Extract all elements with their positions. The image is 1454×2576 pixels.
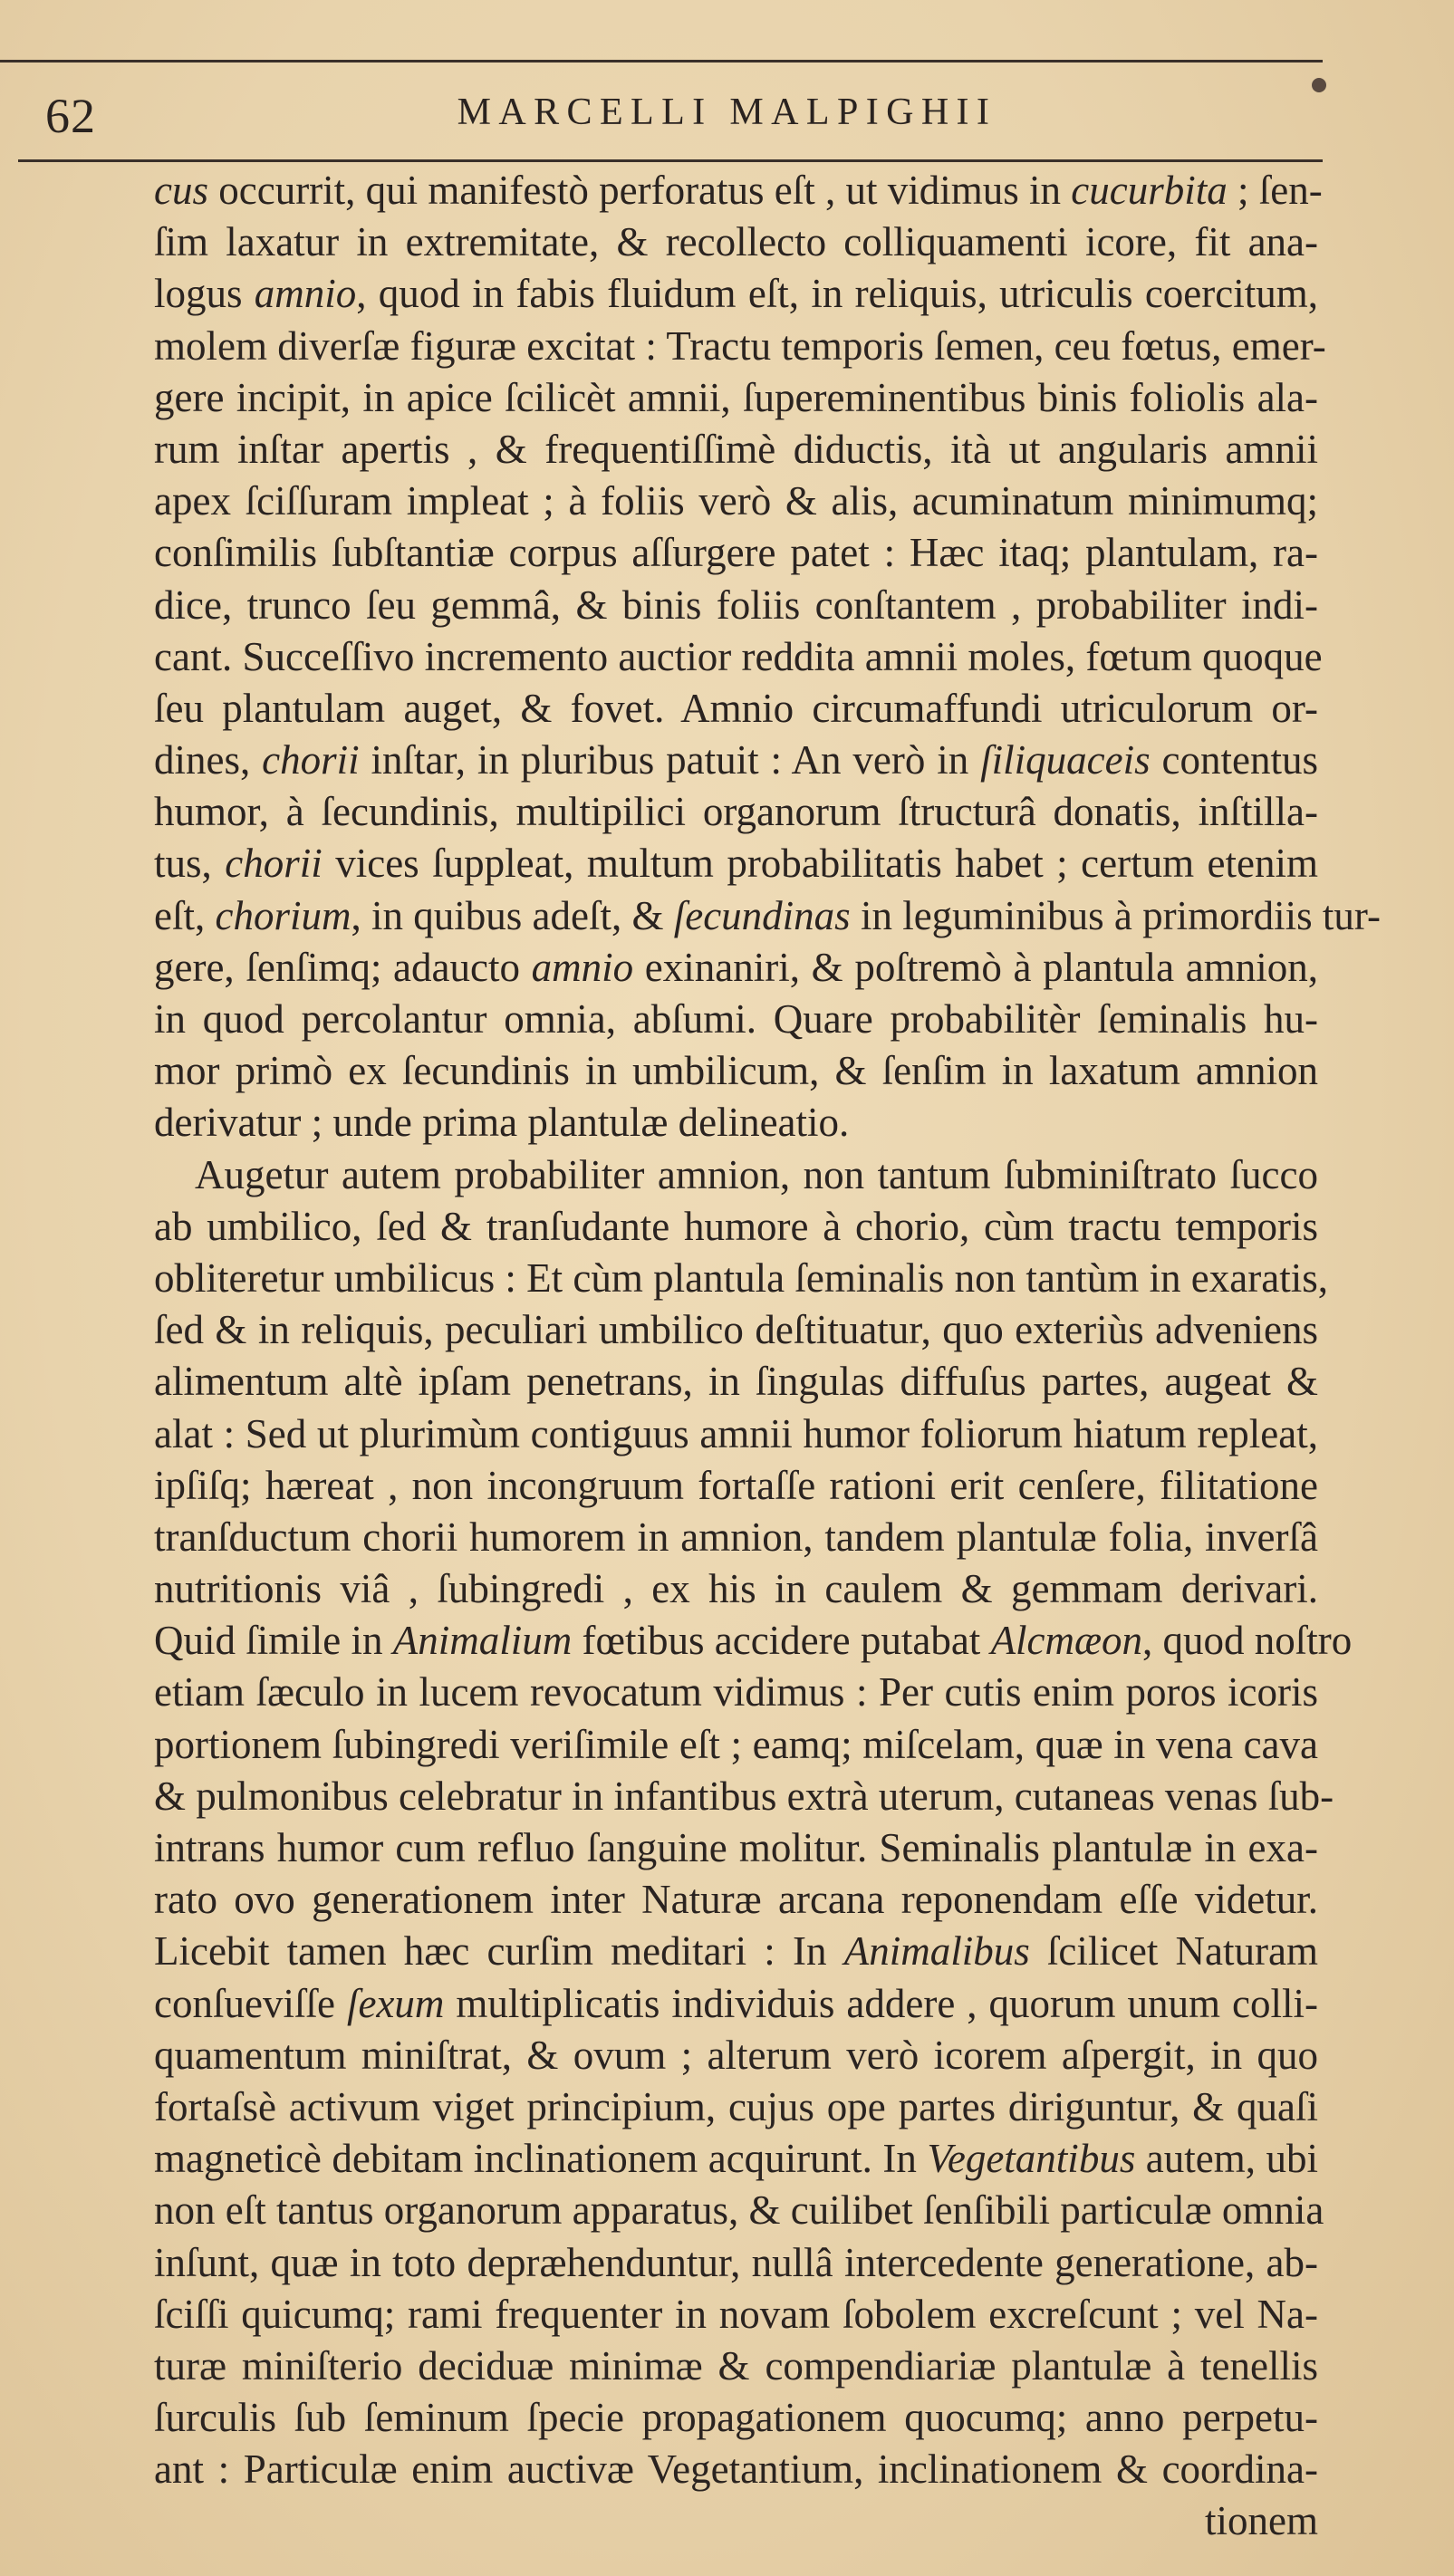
text-line: intrans humor cum refluo ſanguine molitur. Seminalis plantulæ in exa- — [154, 1825, 1318, 1870]
text-line: obliteretur umbilicus : Et cùm plantula ſeminalis non tantùm in exaratis, — [154, 1254, 1328, 1301]
text-line: non eſt tantus organorum apparatus, & cuilibet ſenſibili particulæ omnia — [154, 2187, 1324, 2234]
text-line: ſurculis ſub ſeminum ſpecie propagationem quocumq; anno perpetu- — [154, 2395, 1318, 2441]
text-line: molem diverſæ figuræ excitat : Tractu temporis ſemen, ceu fœtus, emer- — [154, 322, 1326, 369]
text-line: quamentum miniſtrat, & ovum ; alterum verò icorem aſpergit, in quo — [154, 2032, 1318, 2078]
text-line: tranſductum chorii humorem in amnion, tandem plantulæ folia, inverſâ — [154, 1514, 1318, 1560]
text-line: Augetur autem probabiliter amnion, non tantum ſubminiſtrato ſucco — [195, 1151, 1318, 1197]
text-line: & pulmonibus celebratur in infantibus extrà uterum, cutaneas venas ſub- — [154, 1773, 1334, 1819]
top-rule — [0, 60, 1323, 62]
text-line: cant. Succeſſivo incremento auctior reddita amnii moles, fœtum quoque — [154, 633, 1323, 679]
text-line: humor, à ſecundinis, multipilici organorum ſtructurâ donatis, inſtilla- — [154, 789, 1318, 835]
text-line: gere, ſenſimq; adaucto amnio exinaniri, & poſtremò à plantula amnion, — [154, 944, 1318, 990]
text-line: ipſiſq; hæreat , non incongruum fortaſſe rationi erit cenſere, filitatione — [154, 1462, 1318, 1508]
text-line: rato ovo generationem inter Naturæ arcana reponendam eſſe videtur. — [154, 1877, 1318, 1923]
header-rule — [18, 159, 1323, 162]
running-title: MARCELLI MALPIGHII — [457, 91, 997, 133]
text-line: etiam ſæculo in lucem revocatum vidimus : Per cutis enim poros icoris — [154, 1669, 1318, 1716]
text-line: conſimilis ſubſtantiæ corpus aſſurgere patet : Hæc itaq; plantulam, ra- — [154, 530, 1318, 576]
text-line: gere incipit, in apice ſcilicèt amnii, ſupereminentibus binis foliolis ala- — [154, 374, 1318, 420]
text-line: turæ miniſterio deciduæ minimæ & compendiariæ plantulæ à tenellis — [154, 2342, 1318, 2389]
text-line: ant : Particulæ enim auctivæ Vegetantium, inclinationem & coordina- — [154, 2446, 1318, 2493]
text-line: ſciſſi quicumq; rami frequenter in novam ſobolem excreſcunt ; vel Na- — [154, 2291, 1318, 2337]
text-line: Licebit tamen hæc curſim meditari : In Animalibus ſcilicet Naturam — [154, 1928, 1318, 1975]
text-line: mor primò ex ſecundinis in umbilicum, & ſenſim in laxatum amnion — [154, 1048, 1318, 1094]
text-line: ſed & in reliquis, peculiari umbilico deſtituatur, quo exteriùs adveniens — [154, 1307, 1318, 1353]
text-line: inſunt, quæ in toto depræhenduntur, nullâ intercedente generatione, ab- — [154, 2239, 1318, 2285]
text-line: fortaſsè activum viget principium, cujus ope partes diriguntur, & quaſi — [154, 2083, 1318, 2129]
text-line: derivatur ; unde prima plantulæ delineatio. — [154, 1100, 850, 1146]
text-line: conſueviſſe ſexum multiplicatis individuis addere , quorum unum colli- — [154, 1980, 1318, 2026]
text-line: Quid ſimile in Animalium fœtibus accidere putabat Alcmæon, quod noſtro — [154, 1618, 1353, 1664]
text-line: apex ſciſſuram impleat ; à foliis verò & alis, acuminatum minimumq; — [154, 478, 1318, 524]
text-line: alat : Sed ut plurimùm contiguus amnii humor foliorum hiatum repleat, — [154, 1410, 1318, 1456]
text-line: portionem ſubingredi veriſimile eſt ; eamq; miſcelam, quæ in vena cava — [154, 1721, 1318, 1767]
text-line: magneticè debitam inclinationem acquirunt. In Vegetantibus autem, ubi — [154, 2136, 1318, 2182]
catchword: tionem — [1205, 2498, 1318, 2544]
text-line: alimentum altè ipſam penetrans, in ſingulas diffuſus partes, augeat & — [154, 1359, 1318, 1405]
text-line: logus amnio, quod in fabis fluidum eſt, in reliquis, utriculis coercitum, — [154, 271, 1318, 317]
text-line: ſeu plantulam auget, & fovet. Amnio circumaffundi utriculorum or- — [154, 685, 1318, 731]
text-line: eſt, chorium, in quibus adeſt, & ſecundinas in leguminibus à primordiis tur- — [154, 892, 1381, 938]
text-line: rum inſtar apertis , & frequentiſſimè diductis, ità ut angularis amnii — [154, 426, 1318, 472]
page-number: 62 — [45, 89, 96, 143]
text-line: tus, chorii vices ſuppleat, multum probabilitatis habet ; certum etenim — [154, 841, 1319, 887]
text-line: ſim laxatur in extremitate, & recollecto colliquamenti icore, fit ana- — [154, 219, 1318, 265]
body-text — [154, 165, 1381, 2548]
text-line: nutritionis viâ , ſubingredi , ex his in caulem & gemmam derivari. — [154, 1566, 1318, 1612]
text-line: ab umbilico, ſed & tranſudante humore à chorio, cùm tractu temporis — [154, 1203, 1318, 1249]
text-line: dice, trunco ſeu gemmâ, & binis foliis conſtantem , probabiliter indi- — [154, 582, 1318, 628]
text-line: dines, chorii inſtar, in pluribus patuit : An verò in ſiliquaceis contentus — [154, 737, 1318, 783]
text-line: cus occurrit, qui manifestò perforatus eſt , ut vidimus in cucurbita ; ſen- — [154, 168, 1323, 213]
text-line: in quod percolantur omnia, abſumi. Quare probabilitèr ſeminalis hu- — [154, 996, 1318, 1042]
